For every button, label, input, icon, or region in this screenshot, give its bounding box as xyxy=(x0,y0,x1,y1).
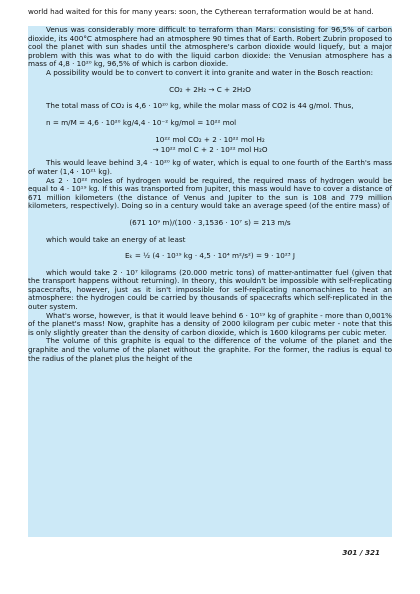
paragraph-continued: world had waited for this for many years: soon, the Cytherean terraformation would be at hand. xyxy=(28,7,374,16)
equation-moles: n = m/M = 4,6 · 10²⁰ kg/4,4 · 10⁻² kg/mol = 10²² mol xyxy=(46,117,237,127)
paragraph-water: This would leave behind 3,4 · 10²⁰ kg of water, which is equal to one fourth of the Earth's mass of water (1,4 · 10²¹ kg). xyxy=(28,158,392,176)
paragraph-graphite: What's worse, however, is that it would leave behind 6 · 10¹⁹ kg of graphite - more than 0,001% of the planet's mass! Now, graphite has a density of 2000 kilogram per cubic meter - note that this is only slightly greater than the density of carbon dioxide, which is 1600 kilograms per cubic meter. xyxy=(28,310,392,337)
paragraph-energy-intro: which would take an energy of at least xyxy=(46,234,186,244)
equation-speed: (671 10⁹ m)/(100 · 3,1536 · 10⁷ s) = 213 m/s xyxy=(129,217,291,227)
equation-energy: Eₖ = ½ (4 · 10¹⁹ kg · 4,5 · 10⁴ m²/s²) = 9 · 10²³ J xyxy=(124,251,296,261)
highlighted-text xyxy=(28,26,392,363)
paragraph-hydrogen: As 2 · 10²² moles of hydrogen would be required, the required mass of hydrogen would be equal to 4 · 10¹⁹ kg. If this was transported from Jupiter, this mass would have to cover a distance of 671 million kilometers (the distance of Venus and Jupiter to the sun is 108 and 779 million kilometers, respectively). Doing so in a century would take an average speed (of the entire mass) of xyxy=(28,175,392,211)
page-number: 301 / 321 xyxy=(342,548,380,557)
paragraph-co2-mass: The total mass of CO₂ is 4,6 · 10²⁰ kg, while the molar mass of CO2 is 44 g/mol. Thus, xyxy=(46,101,354,111)
paragraph-volume: The volume of this graphite is equal to the difference of the volume of the planet and the graphite and the volume of the planet without the graphite. For the former, the radius is equal to the radius of the planet plus the height of the xyxy=(28,336,392,363)
paragraph-fuel: which would take 2 · 10⁷ kilograms (20.000 metric tons) of matter-antimatter fuel (given that the transport happens without returning). In theory, this wouldn't be impossible with self-replicating spacecrafts, however, just as it isn't impossible for self-replicating nanomachines to heat an atmosphere: the hydrogen could be carried by thousands of spacecrafts which self-replicated in the outer system. xyxy=(28,267,392,312)
preceding-text xyxy=(28,8,392,17)
paragraph-bosch-intro: A possibility would be to convert to convert it into granite and water in the Bosch reaction: xyxy=(46,67,374,77)
equation-reaction-line-2: → 10²² mol C + 2 · 10²² mol H₂O xyxy=(152,145,268,155)
equation-reaction-line-1: 10²² mol CO₂ + 2 · 10²² mol H₂ xyxy=(155,135,265,145)
paragraph-venus: Venus was considerably more difficult to terraform than Mars: consisting for 96,5% of carbon dioxide, its 400°C atmosphere had an atmosphere 90 times that of Earth. Robert Zubrin proposed to cool the planet with sun shades until the atmosphere's carbon dioxide would liquefy, but a major problem with this was what to do with the liquid carbon dioxide: the Venusian atmosphere has a mass of 4,8 · 10²⁰ kg, 96,5% of which is carbon dioxide. xyxy=(28,25,392,69)
equation-reaction xyxy=(28,135,392,155)
equation-bosch: CO₂ + 2H₂ → C + 2H₂O xyxy=(169,84,251,94)
